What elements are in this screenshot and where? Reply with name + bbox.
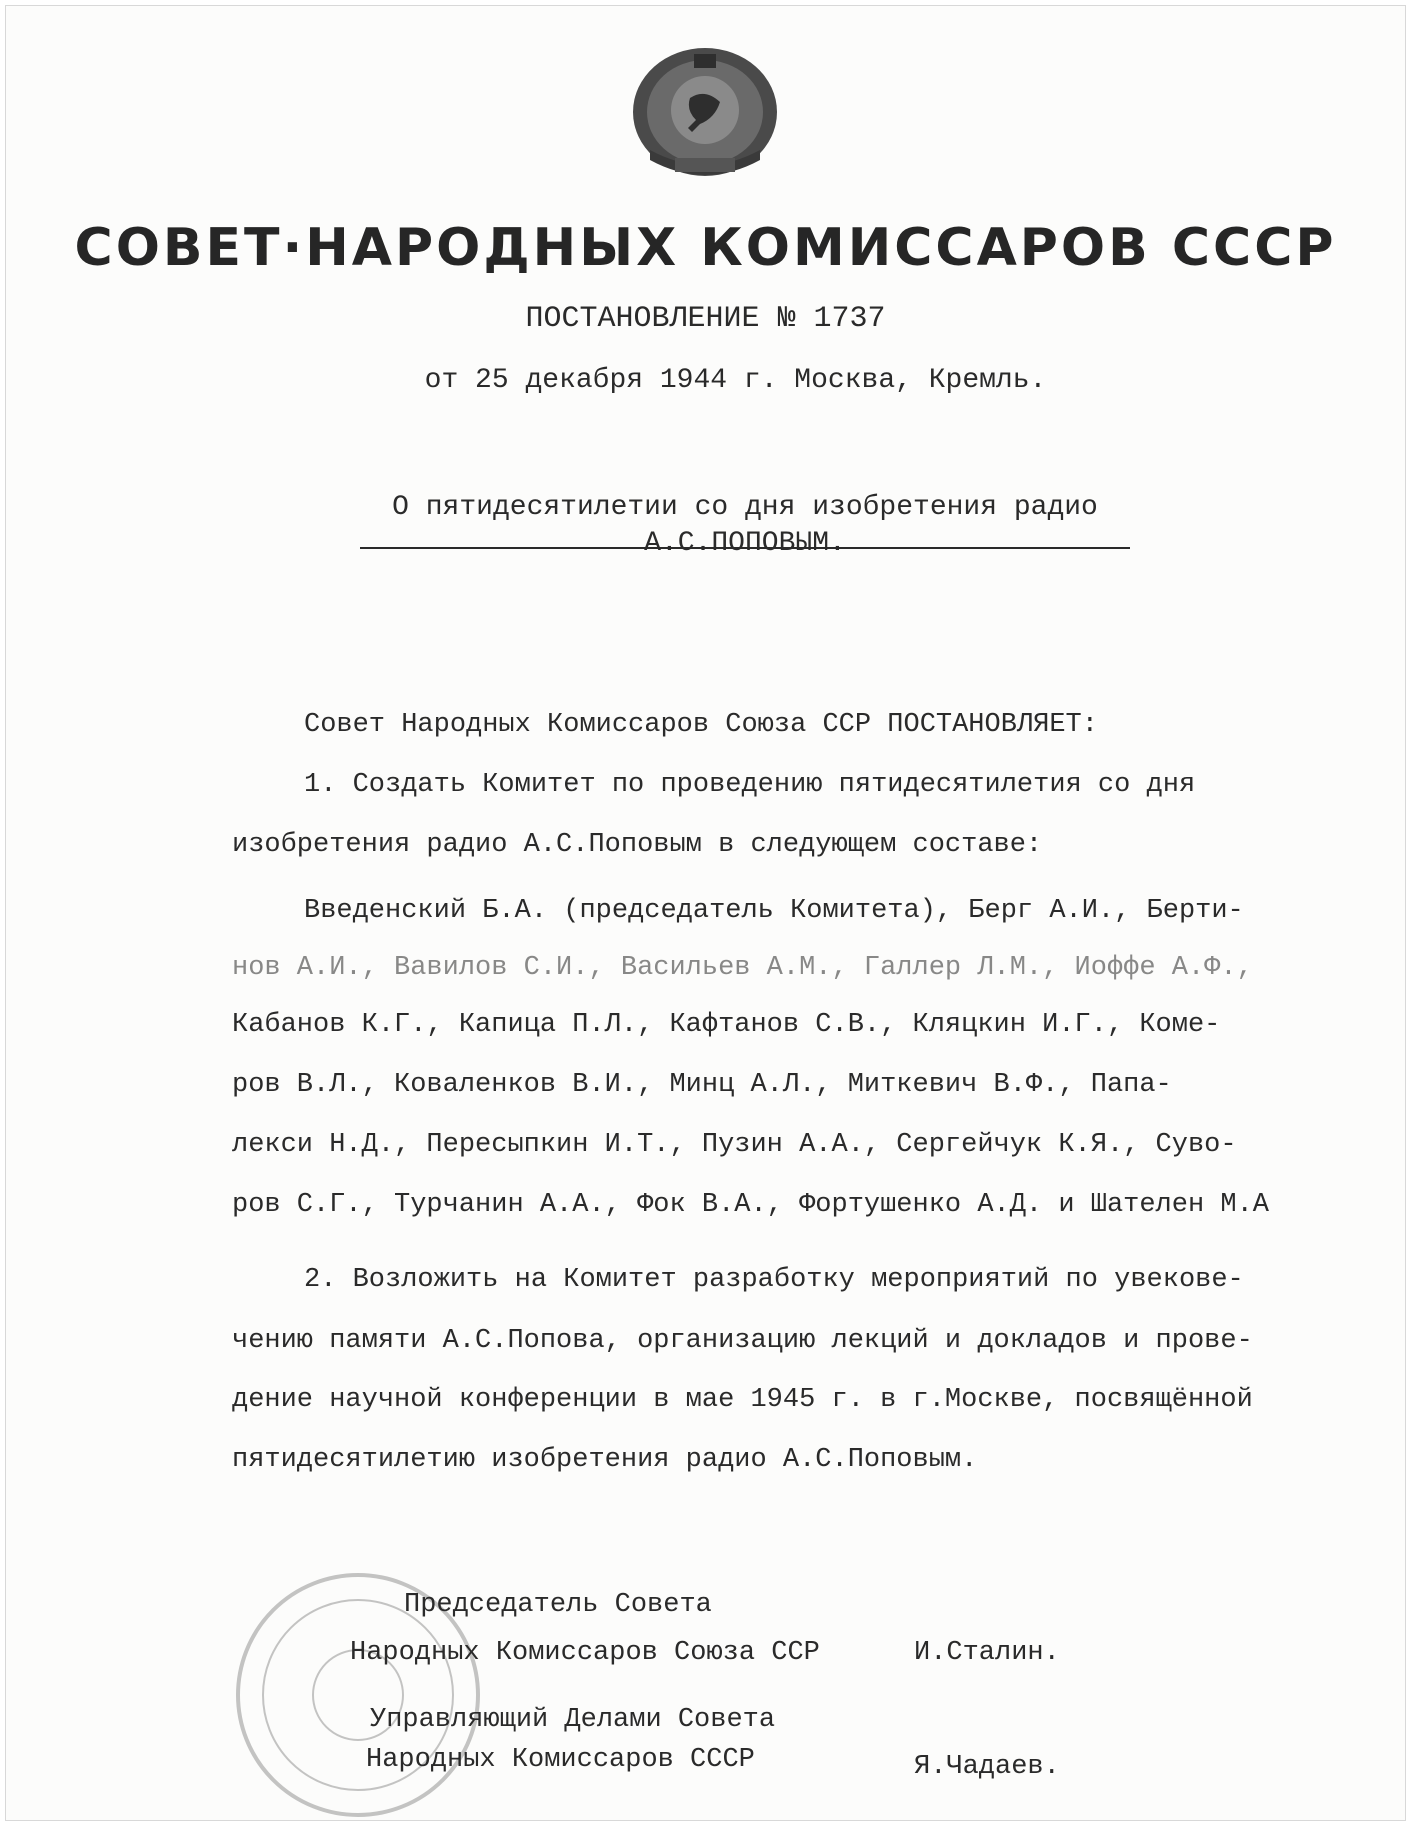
subject-line-2: А.С.ПОПОВЫМ.: [644, 528, 846, 559]
item1-line-6: ров В.Л., Коваленков В.И., Минц А.Л., Миткевич В.Ф., Папа-: [232, 1070, 1172, 1100]
manager-name: Я.Чадаев.: [914, 1752, 1060, 1782]
decree-subject: [360, 490, 1130, 562]
item1-line-8: ров С.Г., Турчанин А.А., Фок В.А., Фортушенко А.Д. и Шателен М.А: [232, 1190, 1269, 1220]
item2-line-1: 2. Возложить на Комитет разработку мероприятий по увекове-: [304, 1265, 1244, 1295]
item1-line-7: лекси Н.Д., Пересыпкин И.Т., Пузин А.А., Сергейчук К.Я., Суво-: [232, 1130, 1237, 1160]
item2-line-2: чению памяти А.С.Попова, организацию лекций и докладов и прове-: [232, 1326, 1253, 1356]
item2-line-4: пятидесятилетию изобретения радио А.С.Поповым.: [232, 1445, 978, 1475]
item1-line-3: Введенский Б.А. (председатель Комитета), Берг А.И., Берти-: [304, 896, 1244, 926]
chairman-name: И.Сталин.: [914, 1638, 1060, 1668]
manager-title-2: Народных Комиссаров СССР: [366, 1745, 755, 1775]
preamble: Совет Народных Комиссаров Союза ССР ПОСТАНОВЛЯЕТ:: [304, 710, 1098, 740]
item1-line-1: 1. Создать Комитет по проведению пятидесятилетия со дня: [304, 770, 1196, 800]
item1-line-4: нов А.И., Вавилов С.И., Васильев А.М., Галлер Л.М., Иоффе А.Ф.,: [232, 953, 1253, 983]
item2-line-3: дение научной конференции в мае 1945 г. в г.Москве, посвящённой: [232, 1385, 1253, 1415]
item1-line-2: изобретения радио А.С.Поповым в следующем составе:: [232, 830, 1043, 860]
ussr-emblem-icon: [620, 40, 790, 190]
subject-underline: [360, 547, 1130, 549]
chairman-title-1: Председатель Совета: [404, 1590, 712, 1620]
chairman-title-2: Народных Комиссаров Союза ССР: [350, 1638, 820, 1668]
decree-number: ПОСТАНОВЛЕНИЕ № 1737: [525, 302, 886, 336]
manager-title-1: Управляющий Делами Совета: [370, 1705, 776, 1735]
item1-line-5: Кабанов К.Г., Капица П.Л., Кафтанов С.В., Кляцкин И.Г., Коме-: [232, 1010, 1221, 1040]
decree-date-place: от 25 декабря 1944 г. Москва, Кремль.: [424, 365, 1047, 396]
subject-line-1: О пятидесятилетии со дня изобретения радио: [392, 492, 1098, 523]
council-title: СОВЕТ·НАРОДНЫХ КОМИССАРОВ СССР: [74, 218, 1337, 278]
